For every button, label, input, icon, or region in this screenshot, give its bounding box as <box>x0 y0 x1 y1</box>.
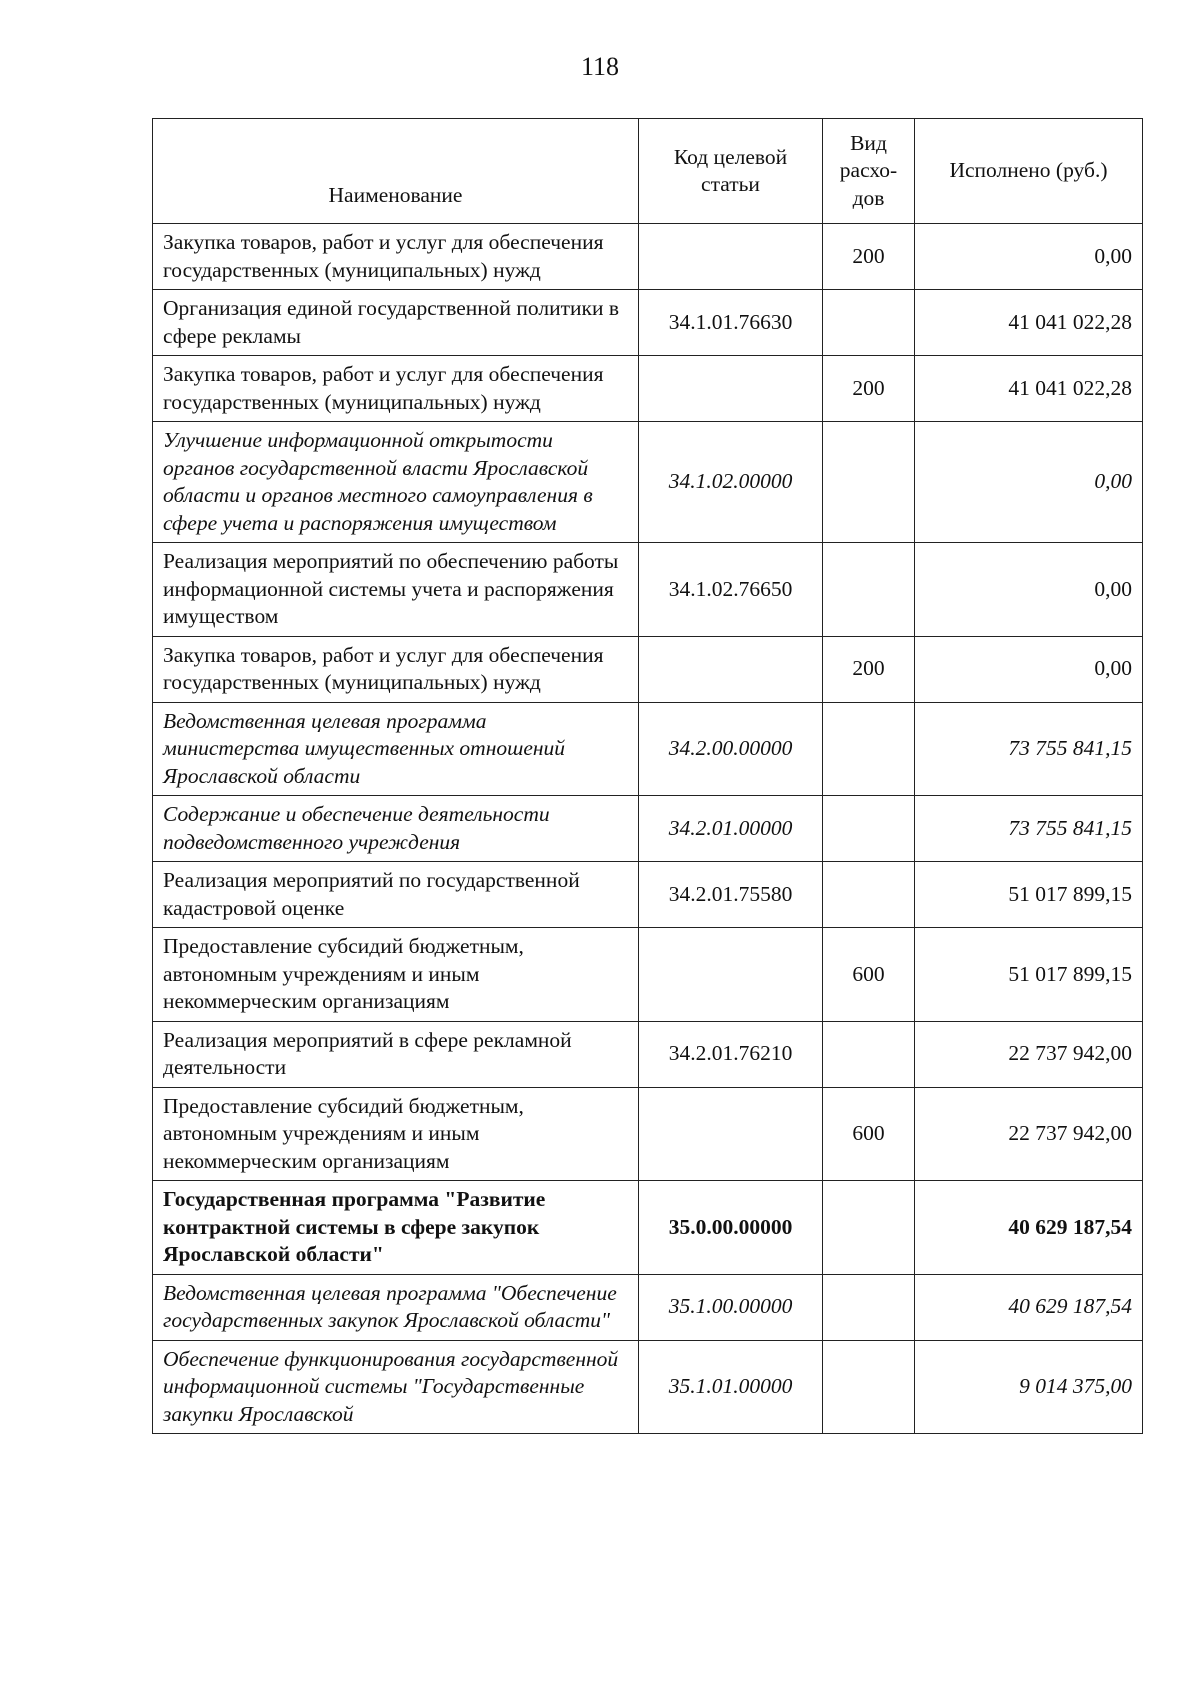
table-row <box>153 702 1143 796</box>
table-row <box>153 636 1143 702</box>
table-row <box>153 1340 1143 1434</box>
header-row <box>153 119 1143 224</box>
table-row <box>153 1181 1143 1275</box>
row-code: 35.1.00.00000 <box>639 1274 823 1340</box>
row-expense-type <box>823 1274 915 1340</box>
row-name: Организация единой государственной политики в сфере рекламы <box>153 290 639 356</box>
row-name: Закупка товаров, работ и услуг для обеспечения государственных (муниципальных) нужд <box>153 356 639 422</box>
row-expense-type: 200 <box>823 356 915 422</box>
row-code: 34.1.02.76650 <box>639 543 823 637</box>
table-row <box>153 290 1143 356</box>
row-code <box>639 1087 823 1181</box>
row-code: 34.1.02.00000 <box>639 422 823 543</box>
row-name: Содержание и обеспечение деятельности подведомственного учреждения <box>153 796 639 862</box>
row-name: Закупка товаров, работ и услуг для обеспечения государственных (муниципальных) нужд <box>153 224 639 290</box>
row-code: 34.2.00.00000 <box>639 702 823 796</box>
header-amount: Исполнено (руб.) <box>915 119 1143 224</box>
row-expense-type <box>823 702 915 796</box>
table-row <box>153 356 1143 422</box>
row-code: 34.2.01.76210 <box>639 1021 823 1087</box>
table-row <box>153 1274 1143 1340</box>
header-name: Наименование <box>153 119 639 224</box>
budget-table <box>152 118 1143 1434</box>
row-expense-type <box>823 1021 915 1087</box>
table-row <box>153 543 1143 637</box>
row-amount: 40 629 187,54 <box>915 1181 1143 1275</box>
row-expense-type <box>823 1181 915 1275</box>
row-expense-type <box>823 1340 915 1434</box>
row-code: 35.1.01.00000 <box>639 1340 823 1434</box>
row-amount: 41 041 022,28 <box>915 290 1143 356</box>
table-row <box>153 224 1143 290</box>
page-number: 118 <box>580 52 620 81</box>
row-code: 34.1.01.76630 <box>639 290 823 356</box>
row-amount: 0,00 <box>915 636 1143 702</box>
row-code: 34.2.01.75580 <box>639 862 823 928</box>
row-expense-type: 200 <box>823 636 915 702</box>
row-name: Реализация мероприятий по обеспечению работы информационной системы учета и распоряжения имуществом <box>153 543 639 637</box>
row-name: Реализация мероприятий в сфере рекламной деятельности <box>153 1021 639 1087</box>
row-amount: 0,00 <box>915 224 1143 290</box>
row-code <box>639 928 823 1022</box>
row-amount: 51 017 899,15 <box>915 862 1143 928</box>
table-row <box>153 422 1143 543</box>
row-amount: 0,00 <box>915 422 1143 543</box>
row-amount: 22 737 942,00 <box>915 1021 1143 1087</box>
row-expense-type: 600 <box>823 1087 915 1181</box>
table-body <box>153 224 1143 1434</box>
row-amount: 0,00 <box>915 543 1143 637</box>
row-name: Ведомственная целевая программа министерства имущественных отношений Ярославской области <box>153 702 639 796</box>
row-expense-type <box>823 290 915 356</box>
row-amount: 73 755 841,15 <box>915 702 1143 796</box>
row-name: Государственная программа "Развитие контрактной системы в сфере закупок Ярославской области" <box>153 1181 639 1275</box>
header-code: Код целевой статьи <box>639 119 823 224</box>
row-name: Обеспечение функционирования государственной информационной системы "Государственные закупки Ярославской <box>153 1340 639 1434</box>
row-amount: 41 041 022,28 <box>915 356 1143 422</box>
table-row <box>153 1087 1143 1181</box>
table-row <box>153 928 1143 1022</box>
row-name: Улучшение информационной открытости органов государственной власти Ярославской области и органов местного самоуправления в сфере учета и распоряжения имуществом <box>153 422 639 543</box>
row-code: 35.0.00.00000 <box>639 1181 823 1275</box>
row-expense-type: 200 <box>823 224 915 290</box>
row-expense-type <box>823 422 915 543</box>
row-amount: 9 014 375,00 <box>915 1340 1143 1434</box>
row-expense-type <box>823 543 915 637</box>
row-name: Предоставление субсидий бюджетным, автономным учреждениям и иным некоммерческим организациям <box>153 928 639 1022</box>
row-amount: 73 755 841,15 <box>915 796 1143 862</box>
row-expense-type <box>823 862 915 928</box>
table-row <box>153 862 1143 928</box>
row-amount: 51 017 899,15 <box>915 928 1143 1022</box>
header-type: Вид расхо-дов <box>823 119 915 224</box>
row-amount: 22 737 942,00 <box>915 1087 1143 1181</box>
row-amount: 40 629 187,54 <box>915 1274 1143 1340</box>
table-header <box>153 119 1143 224</box>
row-name: Предоставление субсидий бюджетным, автономным учреждениям и иным некоммерческим организациям <box>153 1087 639 1181</box>
row-expense-type: 600 <box>823 928 915 1022</box>
row-code <box>639 356 823 422</box>
row-code: 34.2.01.00000 <box>639 796 823 862</box>
row-expense-type <box>823 796 915 862</box>
row-code <box>639 224 823 290</box>
table-row <box>153 796 1143 862</box>
row-name: Реализация мероприятий по государственной кадастровой оценке <box>153 862 639 928</box>
table-row <box>153 1021 1143 1087</box>
row-name: Ведомственная целевая программа "Обеспечение государственных закупок Ярославской области" <box>153 1274 639 1340</box>
row-name: Закупка товаров, работ и услуг для обеспечения государственных (муниципальных) нужд <box>153 636 639 702</box>
row-code <box>639 636 823 702</box>
